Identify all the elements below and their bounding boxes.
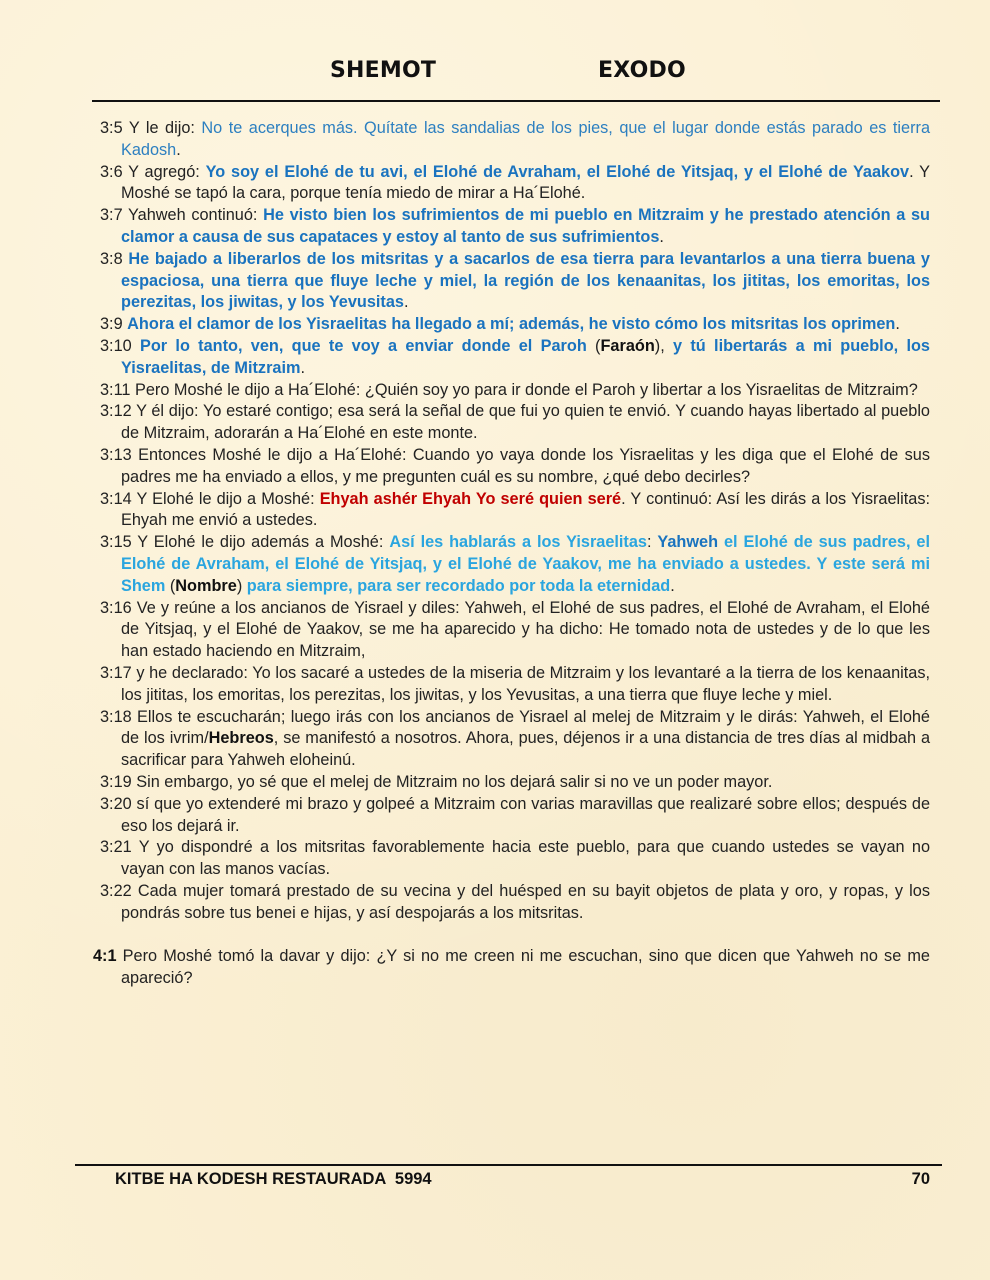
verse [100,401,930,445]
verse-text: Pero Moshé tomó la davar y dijo: ¿Y si no me creen ni me escuchan, sino que dicen que Yahweh no se me apareció? [116,947,930,988]
verse-emphasis: Por lo tanto, ven, que te voy a enviar donde el Paroh [139,336,587,355]
verse-text: . [659,227,664,246]
verse [100,598,930,663]
verse-emphasis: He visto bien los sufrimientos de mi pueblo en Mitzraim y he prestado atención a su clamor a causa de sus capataces y estoy al tanto de sus sufrimientos [121,206,930,246]
header-rule [92,100,940,102]
verse-list [93,118,930,990]
verse-text: ), [654,336,674,355]
verse-emphasis: Ehyah ashér Ehyah Yo seré quien seré [319,489,622,508]
footer-title: KITBE HA KODESH RESTAURADA 5994 [115,1170,432,1188]
verse-text: 3:14 Y Elohé le dijo a Moshé: [100,489,320,508]
verse [100,314,930,336]
verse-text: 3:22 Cada mujer tomará prestado de su vecina y del huésped en su bayit objetos de plata y oro, y ropas, y los pondrás sobre tus benei e hijas, y así despojarás a los mitsritas. [100,881,930,922]
verse-emphasis: Yahweh [657,533,719,552]
verse-text: 3:5 Y le dijo: [100,119,202,137]
verse-text: 3:18 Ellos te escucharán; luego irás con los ancianos de Yisrael al melej de Mitzraim y le dirás: Yahweh, el Elohé de los ivrim/ [100,707,930,748]
verse-text: . [176,140,181,159]
verse-text: 3:16 Ve y reúne a los ancianos de Yisrael y diles: Yahweh, el Elohé de sus padres, el Elohé de Avraham, el Elohé de Yitsjaq, y el Elohé de Yaakov, se me ha aparecido y ha dicho: He tomado nota de ustedes y de lo que les han estado haciendo en Mitzraim, [100,598,930,661]
verse-emphasis: el Elohé de sus padres, el Elohé de Avraham, el Elohé de Yitsjaq, y el Elohé de Yaakov, me ha enviado a ustedes. Y este será mi Shem [121,533,930,595]
verse-emphasis: Yo soy el Elohé de tu avi, el Elohé de Avraham, el Elohé de Yitsjaq, y el Elohé de Yaakov [205,162,910,181]
verse-text: ( [586,336,601,355]
page-number: 70 [911,1170,930,1188]
verse-text: . Y continuó: Así les dirás a los Yisraelitas: Ehyah me envió a ustedes. [121,489,930,530]
verse-text: 3:15 Y Elohé le dijo además a Moshé: [100,533,390,552]
verse [100,445,930,489]
verse-text: 3:9 [100,315,128,334]
verse [100,881,930,925]
verse-text: : [646,533,658,552]
verse [100,707,930,772]
verse-text: . [895,315,900,334]
verse [100,162,930,206]
running-header-title: EXODO [598,58,686,83]
verse-text: 3:6 Y agregó: [100,162,206,181]
verse-emphasis: 4:1 [93,947,117,966]
running-header-book: SHEMOT [330,58,437,83]
verse-text: 3:7 Yahweh continuó: [100,206,264,225]
verse [100,532,930,597]
verse [100,663,930,707]
verse-text: ) [236,576,247,595]
verse-emphasis: Así les hablarás a los Yisraelitas [389,533,647,552]
verse-text: 3:13 Entonces Moshé le dijo a Ha´Elohé: Cuando yo vaya donde los Yisraelitas y les diga que el Elohé de sus padres me ha enviado a ellos, y me pregunten cuál es su nombre, ¿qué debo decirles? [100,445,930,486]
verse-text: . [300,358,305,377]
verse-text: . Y Moshé se tapó la cara, porque tenía miedo de mirar a Ha´Elohé. [121,162,930,203]
verse-text: . [403,293,409,312]
verse-emphasis: Faraón [600,336,655,355]
verse-text: 3:19 Sin embargo, yo sé que el melej de Mitzraim no los dejará salir si no ve un poder mayor. [100,772,773,791]
verse-text: ( [165,576,176,595]
verse [100,794,930,838]
verse [100,336,930,380]
verse-text: 3:10 [100,336,140,355]
verse-text: 3:12 Y él dijo: Yo estaré contigo; esa será la señal de que fui yo quien te envió. Y cuando hayas libertado al pueblo de Mitzraim, adorarán a Ha´Elohé en este monte. [100,402,930,443]
verse [93,946,930,990]
verse [100,380,930,402]
verse-text: 3:11 Pero Moshé le dijo a Ha´Elohé: ¿Quién soy yo para ir donde el Paroh y libertar a los Yisraelitas de Mitzraim? [100,380,918,399]
verse [100,489,930,533]
verse-emphasis: No te acerques más. Quítate las sandalias de los pies, que el lugar donde estás parado es tierra Kadosh [121,119,930,159]
verse [100,118,930,162]
verse [100,249,930,314]
verse [100,837,930,881]
verse-text: , se manifestó a nosotros. Ahora, pues, déjenos ir a una distancia de tres días al midbah a sacrificar para Yahweh eloheinú. [121,729,930,770]
footer-rule [75,1164,942,1166]
verse-text: 3:20 sí que yo extenderé mi brazo y golpeé a Mitzraim con varias maravillas que realizaré sobre ellos; después de eso los dejará ir. [100,794,930,835]
verse-text: 3:21 Y yo dispondré a los mitsritas favorablemente hacia este pueblo, para que cuando ustedes se vayan no vayan con las manos vacías. [100,838,930,879]
verse-emphasis: Hebreos [208,729,274,748]
verse-emphasis: Nombre [175,576,237,595]
verse [100,772,930,794]
verse [100,205,930,249]
verse-emphasis: para siempre, para ser recordado por toda la eternidad [246,576,671,595]
verse-text: 3:8 [100,249,129,268]
verse-emphasis: He bajado a liberarlos de los mitsritas y a sacarlos de esa tierra para levantarlos a una tierra buena y espaciosa, una tierra que fluye leche y miel, la región de los kenaanitas, los jititas, los emoritas, los perezitas, los jiwitas, y los Yevusitas [121,249,930,312]
verse-text: . [670,576,675,595]
verse-emphasis: y tú libertarás a mi pueblo, los Yisraelitas, de Mitzraim [121,336,930,377]
verse-emphasis: Ahora el clamor de los Yisraelitas ha llegado a mí; además, he visto cómo los mitsritas los oprimen [127,315,896,334]
verse-text: 3:17 y he declarado: Yo los sacaré a ustedes de la miseria de Mitzraim y los levantaré a la tierra de los kenaanitas, los jititas, los emoritas, los perezitas, los jiwitas, y los Yevusitas, a una tierra que fluye leche y miel. [100,663,930,704]
